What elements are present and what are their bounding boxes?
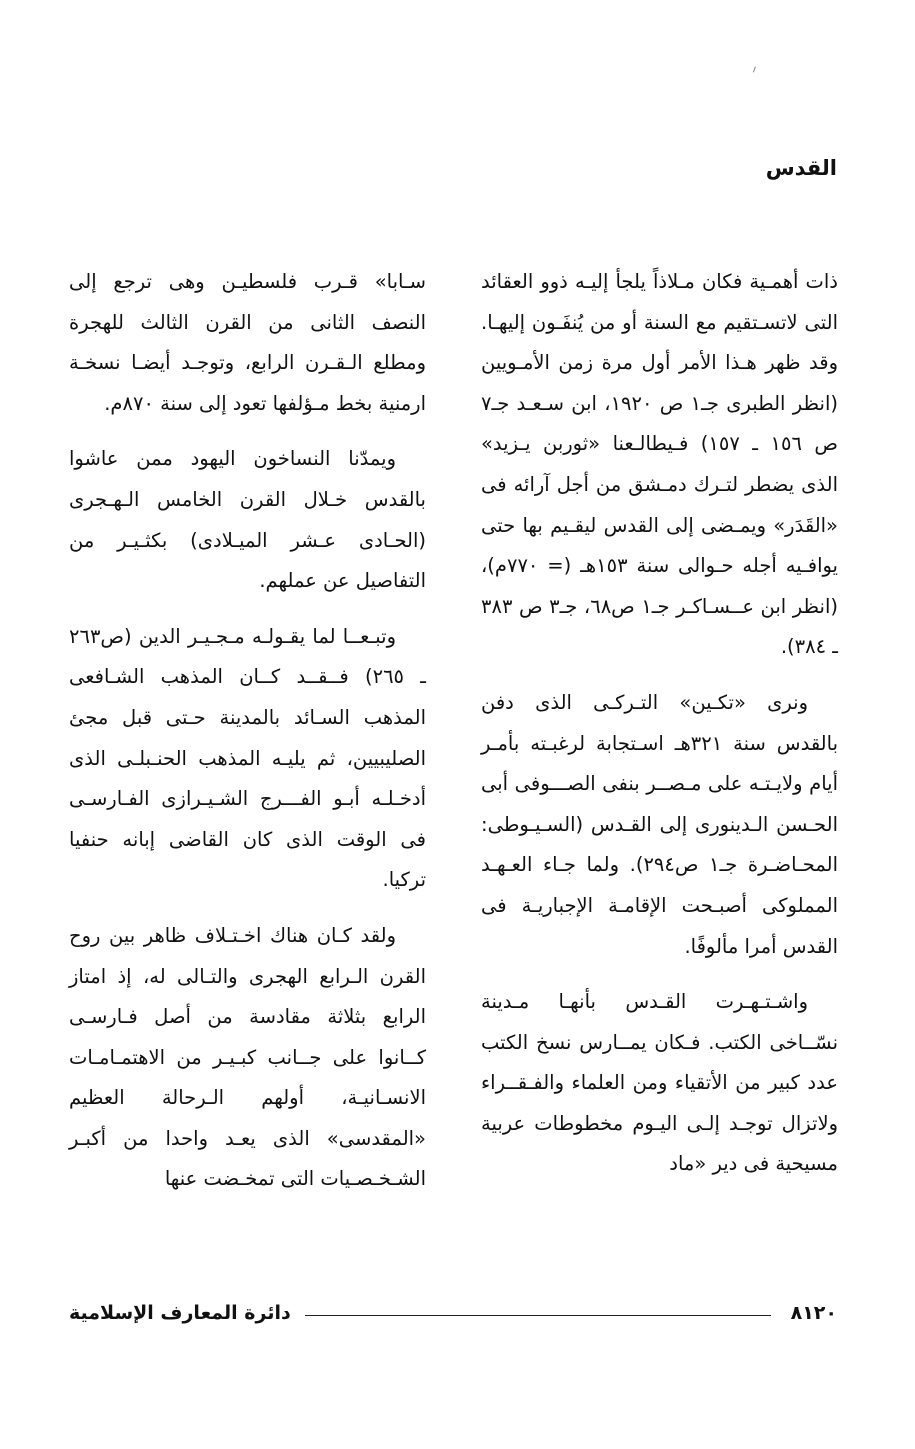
paragraph: سـابا» قـرب فلسطيـن وهى ترجع إلى النصف الثانى من القرن الثالث للهجرة ومطلع الـقـرن الرابع، وتوجـد أيضـا نسخـة ارمنية بخط مـؤلفها تعود إلى سنة ٨٧٠م. xyxy=(69,270,426,415)
paragraph: ذات أهمـية فكان مـلاذاً يلجأ إليـه ذوو العقائد التى لاتسـتقيم مع السنة أو من يُنفَـون إليهـا. وقد ظهر هـذا الأمر أول مرة زمن الأمـويين (انظر الطبرى جـ١ ص ١٩٢٠، ابن سـعـد جـ٧ ص ١٥٦ ـ ١٥٧) فـيطالـعنا «ثوربن يـزيد» الذى يضطر لتـرك دمـشق من أجل آرائه فى «القَدَر» ويمـضى إلى القدس ليقـيم بها حتى يوافـيه أجله حـوالى سنة ١٥٣هـ (= ٧٧٠م)، (انظر ابن عــسـاكـر جـ١ ص٦٨، جـ٣ ص ٣٨٣ ـ ٣٨٤). xyxy=(481,270,838,659)
running-title: القدس xyxy=(765,156,837,180)
footer-rule xyxy=(305,1315,771,1316)
paragraph: ويمدّنا النساخون اليهود ممن عاشوا بالقدس خـلال القرن الخامس الـهـجرى (الحـادى عـشر الميـلادى) بكثـيـر من التفاصيل عن عملهم. xyxy=(69,447,426,593)
encyclopedia-name: دائرة المعارف الإسلامية xyxy=(69,1302,291,1324)
paragraph: ولقد كـان هناك اخـتـلاف ظاهر بين روح القرن الـرابع الهجرى والتـالى له، إذ امتاز الرابع بثلاثة مقادسة من أصل فـارسـى كــانوا على جــانب كبـيـر من الاهتمـامـات الانسـانيـة، أولهم الـرحالة العظيم «المقدسى» الذى يعـد واحدا من أكبـر الشـخـصـيات التى تمخـضت عنها xyxy=(69,923,426,1191)
left-column xyxy=(69,262,426,1215)
page-footer xyxy=(69,1300,837,1326)
paragraph: وتبـعــا لما يقـولـه مـجـيـر الدين (ص٢٦٣ ـ ٢٦٥) فــقــد كــان المذهب الشـافعى المذهب السـائد بالمدينة حـتى قبل مجئ الصليبيين، ثم يليـه المذهب الحنـبلـى الذى أدخـلـه أبـو الفـــرج الشـيـرازى الفـارسـى فى الوقت الذى كان القاضى إبانه حنفيا تركيا. xyxy=(69,624,426,892)
paragraph: ونرى «تكـين» التـركـى الذى دفن بالقدس سنة ٣٢١هـ اسـتجابة لرغبـته بأمـر أيام ولايـتـه على مـصــر بنفى الصـــوفى أبى الحـسن الـدينورى إلى القـدس (السـيـوطى: المحـاضـرة جـ١ ص٢٩٤). ولما جـاء العـهـد المملوكى أصبـحت الإقامـة الإجباريـة فى القدس أمرا مألوفًا. xyxy=(481,690,838,958)
page-number: ٨١٢٠ xyxy=(790,1302,837,1324)
paragraph: واشـتـهـرت القـدس بأنهـا مـدينة نسّــاخى الكتب. فـكان يمــارس نسخ الكتب عدد كبير من الأتقياء ومن العلماء والفـقــراء ولاتزال توجـد إلـى اليـوم مخطوطات عربية مسيحية فى دير «ماد xyxy=(481,990,838,1176)
right-column xyxy=(481,262,838,1200)
scan-mark xyxy=(750,65,756,72)
